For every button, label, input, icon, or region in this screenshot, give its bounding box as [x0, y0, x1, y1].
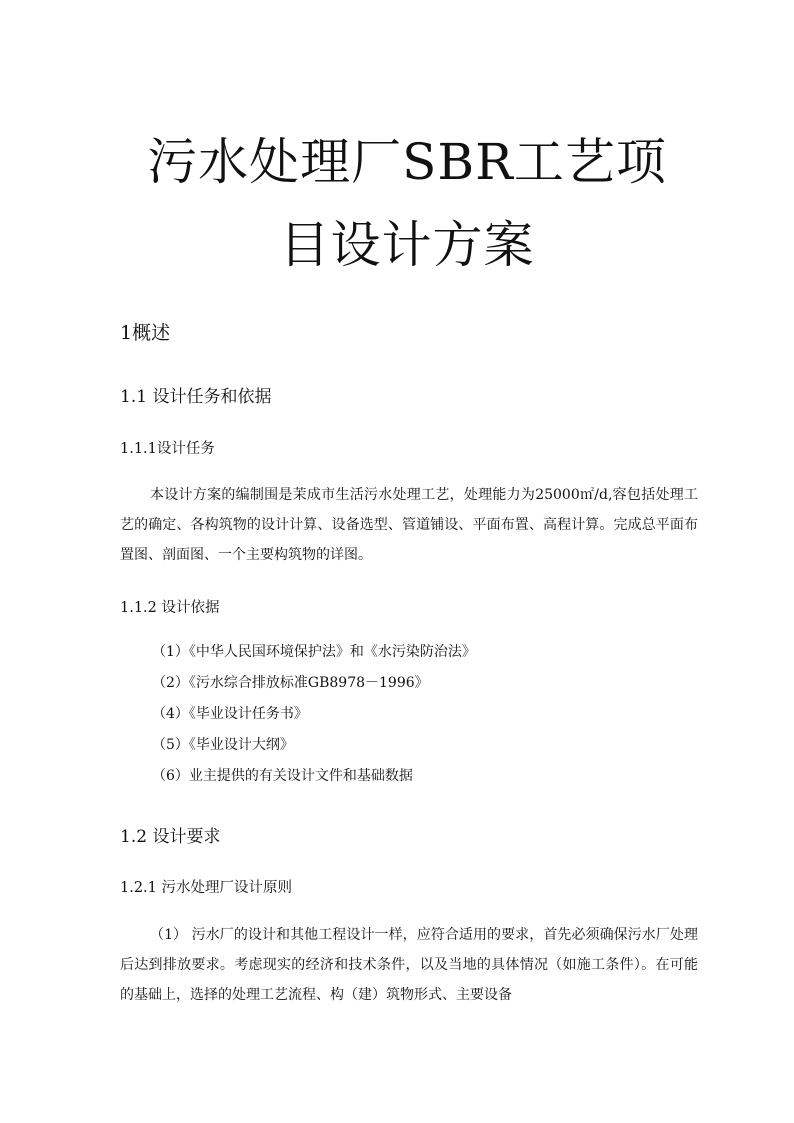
section-heading-1-1: 1.1 设计任务和依据 — [120, 387, 272, 407]
document-title-line-2: 目设计方案 — [279, 216, 535, 274]
section-heading-1-2: 1.2 设计要求 — [120, 827, 221, 847]
document-title-line-1: 污水处理厂SBR工艺项 — [147, 133, 667, 191]
section-heading-1-2-1: 1.2.1 污水处理厂设计原则 — [120, 880, 293, 896]
section-heading-1-1-1: 1.1.1设计任务 — [120, 441, 215, 457]
section-heading-1-1-2: 1.1.2 设计依据 — [120, 600, 220, 616]
design-basis-item: （6）业主提供的有关设计文件和基础数据 — [152, 768, 413, 784]
design-basis-item: （4）《毕业设计任务书》 — [152, 706, 308, 722]
section-heading-1: 1概述 — [120, 322, 171, 344]
design-basis-item: （5）《毕业设计大纲》 — [152, 737, 294, 753]
design-basis-item: （2）《污水综合排放标准GB8978－1996》 — [152, 675, 429, 691]
design-task-paragraph: 本设计方案的编制围是茉成市生活污水处理工艺，处理能力为25000㎡/d,容包括处理工艺的确定、各构筑物的设计计算、设备选型、管道铺设、平面布置、高程计算。完成总平面布置图、剖面图、一个主要构筑物的详图。 — [120, 487, 698, 563]
design-principle-paragraph: （1） 污水厂的设计和其他工程设计一样，应符合适用的要求，首先必须确保污水厂处理后达到排放要求。考虑现实的经济和技术条件，以及当地的具体情况（如施工条件）。在可能的基础上，选择的处理工艺流程、构（建）筑物形式、主要设备 — [120, 927, 698, 1003]
design-basis-list — [152, 642, 476, 797]
design-basis-item: （1）《中华人民国环境保护法》和《水污染防治法》 — [152, 644, 476, 660]
